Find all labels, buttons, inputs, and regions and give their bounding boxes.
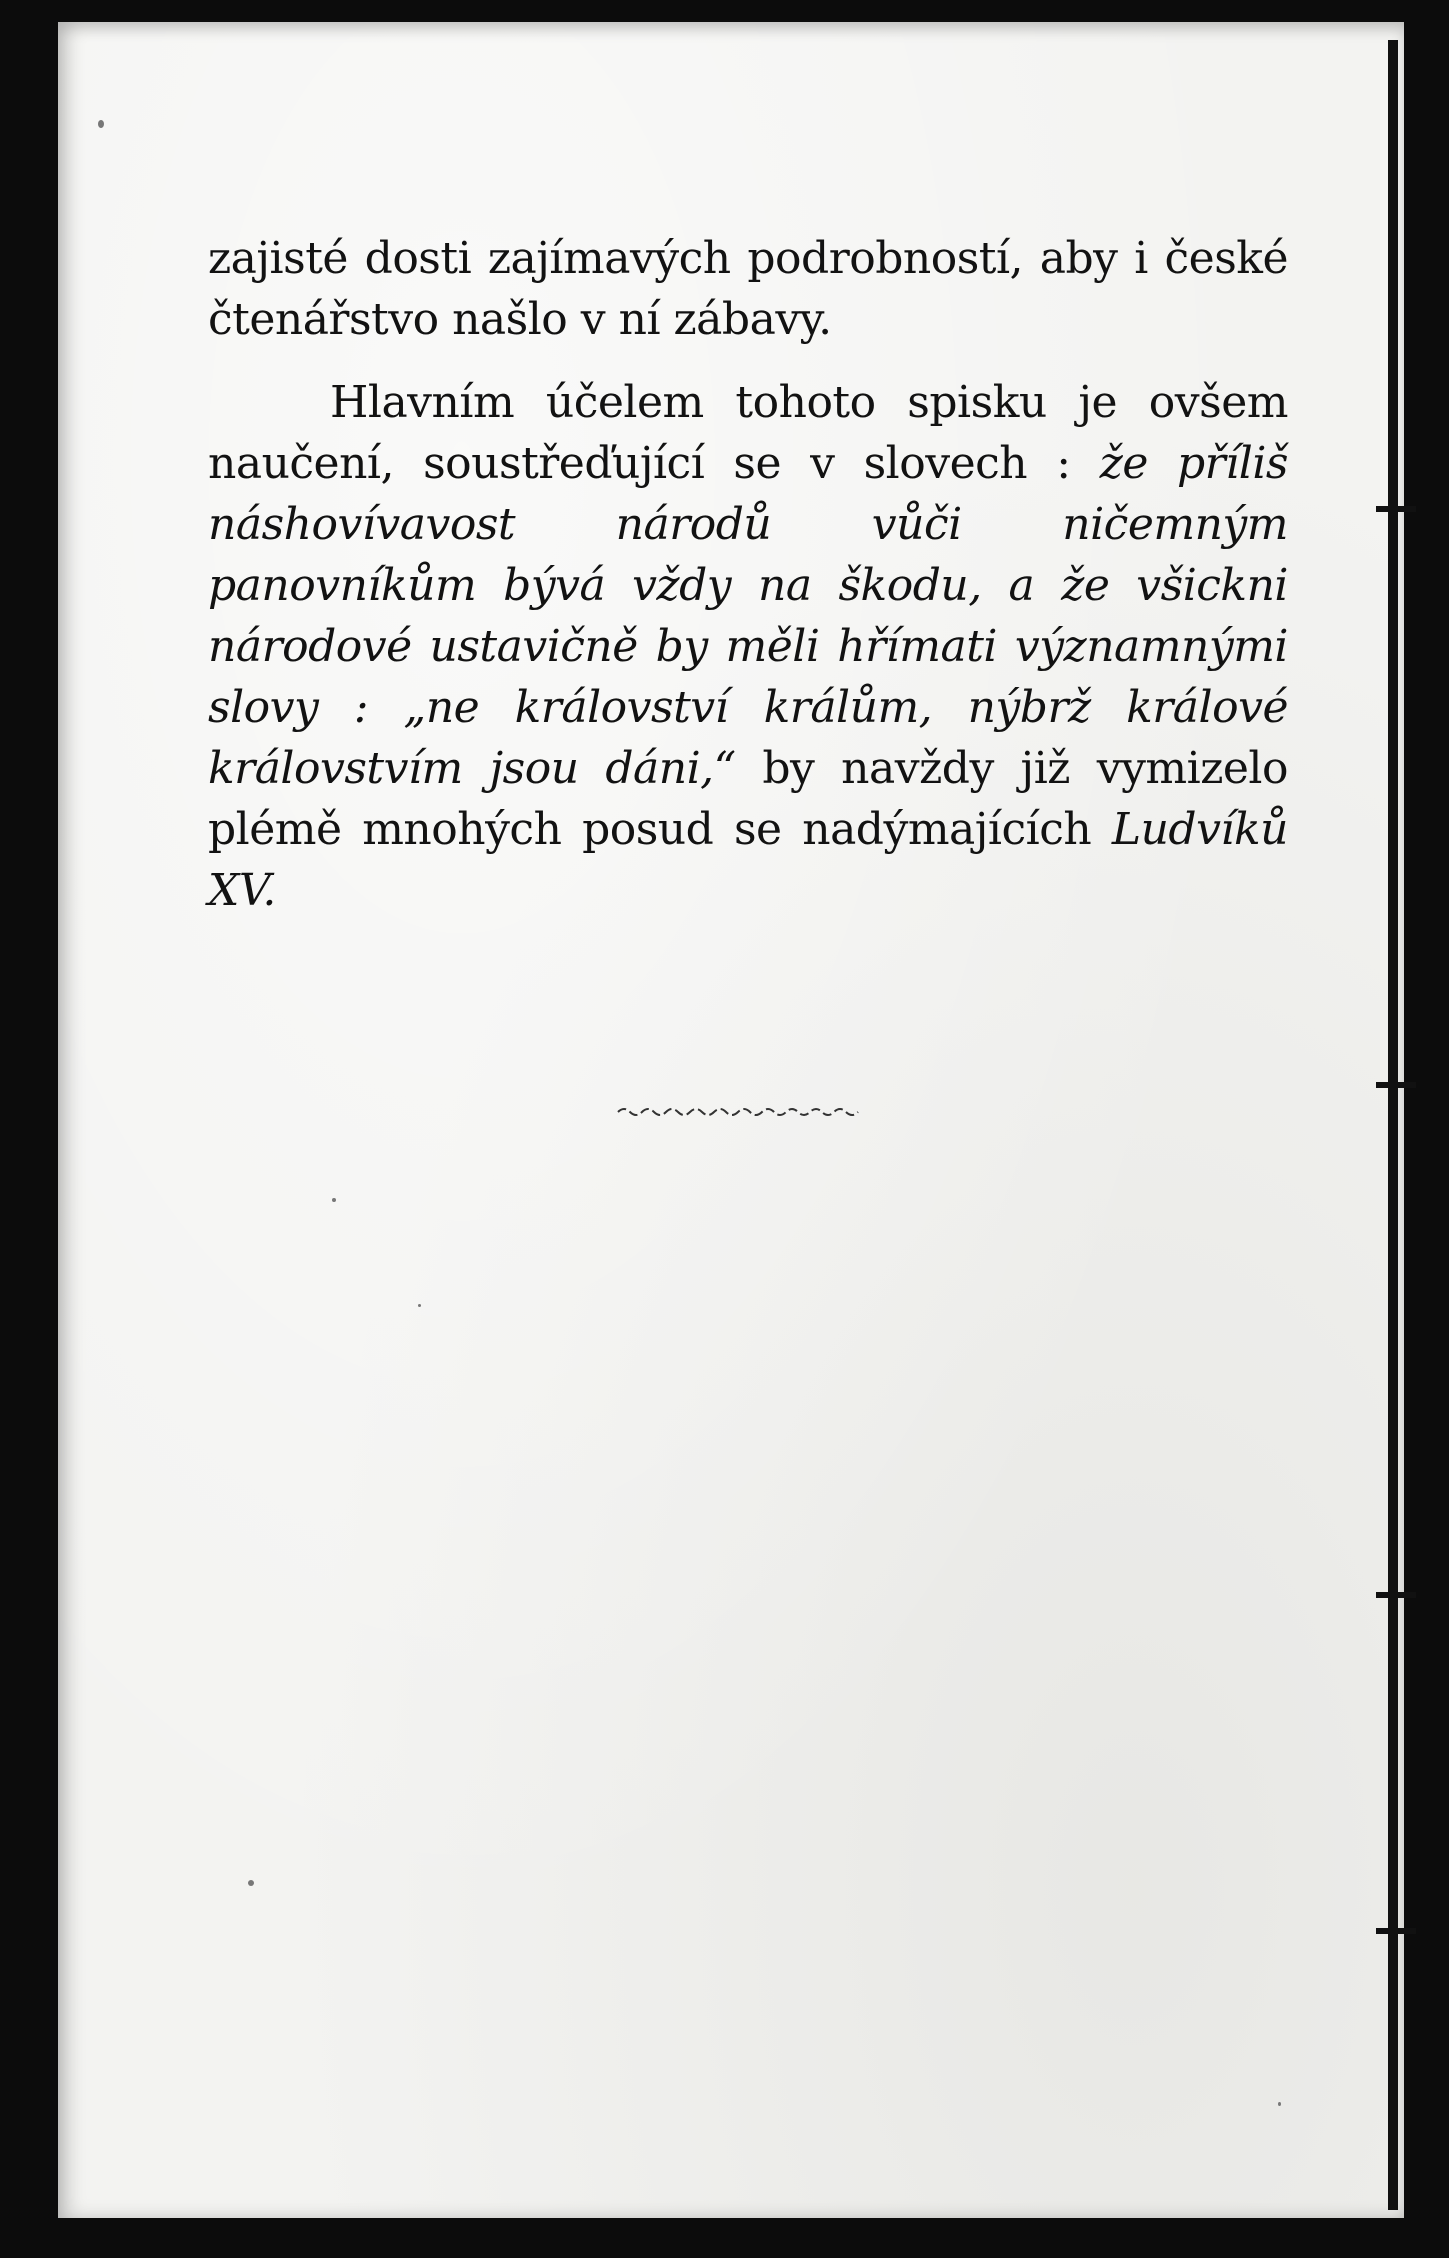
paper-speck [1278,2102,1281,2106]
paper-speck [98,120,104,128]
binding-mark [1376,506,1416,512]
paper-speck [332,1198,336,1202]
italic-text-run: Ludvíků XV. [208,804,1288,916]
text-run: Hlavním účelem tohoto spisku je ovšem naučení, soustřeďující se v slovech : [208,377,1288,489]
binding-mark [1376,1082,1416,1088]
binding-edge [1388,40,1398,2210]
wavy-rule-ornament [616,1104,860,1118]
paper-speck [418,1304,421,1307]
text-run: zajisté dosti zajímavých podrobností, aby i české čtenářstvo našlo v ní zábavy. [208,233,1288,345]
binding-mark [1376,1592,1416,1598]
body-text [208,228,1288,921]
paper-speck [248,1880,254,1886]
text-run: by navždy již vymizelo plémě mnohých posud se nadýmajících [208,743,1288,855]
binding-mark [1376,1928,1416,1934]
paragraph [208,228,1288,350]
italic-text-run: že příliš náshovívavost národů vůči ničemným panovníkům bývá vždy na škodu, a že všickni národové ustavičně by měli hřímati významnými slovy : „ne království králům, nýbrž králové královstvím jsou dáni,“ [208,438,1289,794]
paragraph [208,372,1288,921]
